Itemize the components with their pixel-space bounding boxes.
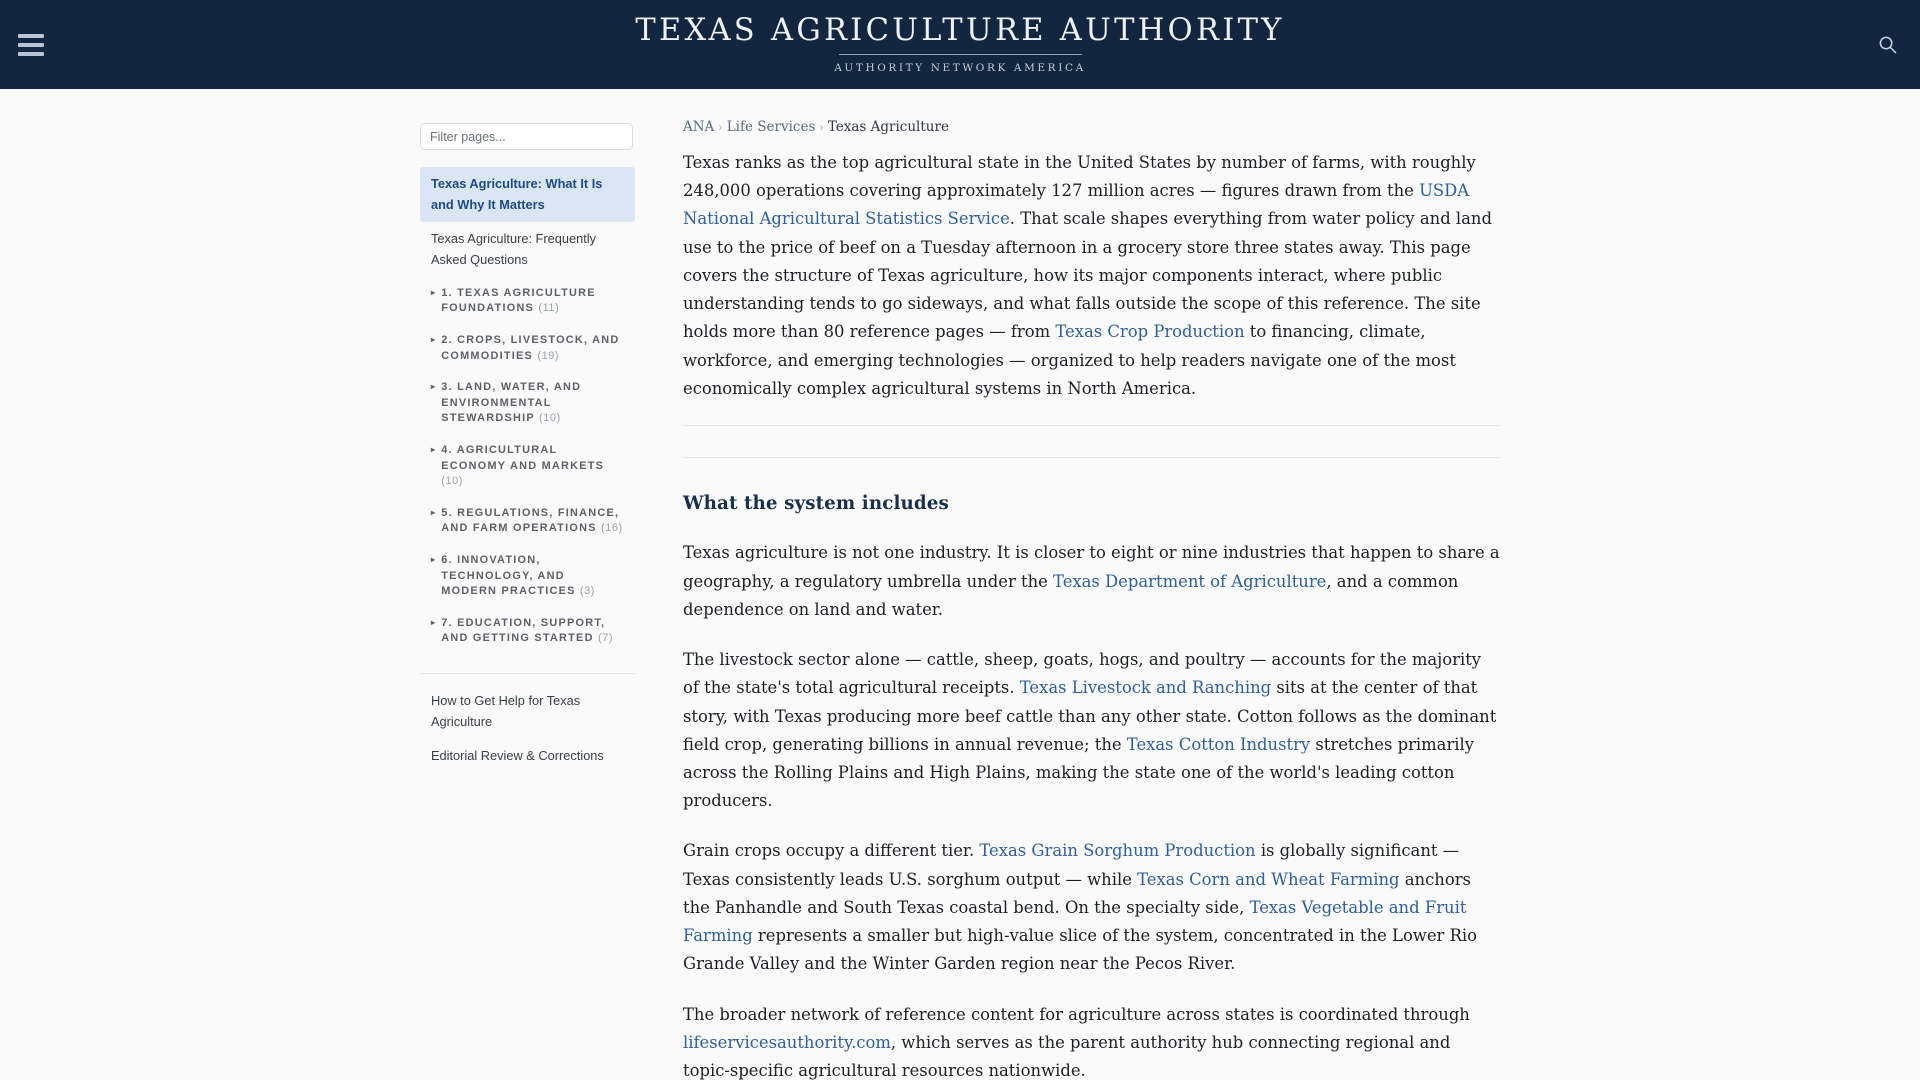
p3-text-b: is globally significant — Texas consistently leads U.S. sorghum output — while: [683, 841, 1460, 889]
section-rule-bottom: [683, 457, 1500, 458]
link-usda-nass[interactable]: USDA National Agricultural Statistics Service: [683, 181, 1470, 229]
site-header: [0, 0, 1920, 89]
p1-text-b: , and a common dependence on land and water.: [683, 571, 1459, 619]
section-heading-what-the-system-includes: What the system includes: [683, 492, 949, 514]
link-texas-crop-production[interactable]: Texas Crop Production: [1055, 322, 1245, 342]
link-texas-cotton-industry[interactable]: Texas Cotton Industry: [1126, 734, 1311, 754]
sidebar-page-texas-agriculture-overview[interactable]: Texas Agriculture: What It Is and Why It Matters: [420, 167, 635, 222]
sidebar-section-innovation-technology[interactable]: [420, 545, 635, 608]
page-body: [0, 89, 1920, 1080]
sidebar-section-count: (10): [441, 475, 464, 488]
paragraph-network-hub: [683, 1001, 1500, 1080]
p4-text-b: , which serves as the parent authority hub connecting regional and topic-specific agricultural resources nationwide.: [683, 1032, 1451, 1080]
breadcrumb: [683, 119, 1500, 135]
hamburger-menu-icon[interactable]: [14, 31, 48, 59]
sidebar-section-education-support[interactable]: [420, 608, 635, 655]
intro-text-a: Texas ranks as the top agricultural state in the United States by number of farms, with roughly 248,000 operations covering approximately 127 million acres — figures drawn from the: [683, 153, 1476, 201]
link-lifeservicesauthority[interactable]: lifeservicesauthority.com: [683, 1032, 891, 1052]
search-icon[interactable]: [1872, 30, 1902, 60]
sidebar-section-crops-livestock[interactable]: [420, 325, 635, 372]
breadcrumb-item-life-services[interactable]: Life Services: [726, 119, 816, 135]
breadcrumb-separator: ›: [718, 121, 723, 134]
sidebar-section-regulations-finance[interactable]: [420, 498, 635, 545]
sidebar: [420, 114, 635, 1080]
paragraph-grain-specialty: [683, 837, 1500, 978]
p3-text-c: anchors the Panhandle and South Texas coastal bend. On the specialty side,: [683, 869, 1471, 917]
p2-text-b: sits at the center of that story, with Texas producing more beef cattle than any other state. Cotton follows as the dominant field crop, generating billions in annual revenue; the: [683, 678, 1497, 754]
brand-divider: [839, 54, 1082, 55]
link-texas-livestock-and-ranching[interactable]: Texas Livestock and Ranching: [1019, 678, 1272, 698]
p2-text-a: The livestock sector alone — cattle, sheep, goats, hogs, and poultry — accounts for the majority of the state's total agricultural receipts.: [683, 650, 1482, 698]
link-texas-corn-and-wheat-farming[interactable]: Texas Corn and Wheat Farming: [1137, 869, 1400, 889]
intro-paragraph: [683, 149, 1500, 403]
link-texas-department-of-agriculture[interactable]: Texas Department of Agriculture: [1053, 571, 1327, 591]
p1-text-a: Texas agriculture is not one industry. It is closer to eight or nine industries that happen to share a geography, a regulatory umbrella under the: [683, 543, 1500, 591]
site-title: TEXAS AGRICULTURE AUTHORITY: [635, 13, 1285, 48]
hamburger-bar: [18, 52, 44, 56]
sidebar-section-label: 3. LAND, WATER, AND ENVIRONMENTAL STEWARDSHIP (10): [441, 381, 582, 425]
chevron-right-icon: ▸: [431, 445, 437, 455]
sidebar-section-label: 7. EDUCATION, SUPPORT, AND GETTING STARTED (7): [441, 616, 614, 645]
sidebar-link-editorial-review[interactable]: Editorial Review & Corrections: [431, 748, 604, 764]
chevron-right-icon: ▸: [431, 382, 437, 392]
link-texas-grain-sorghum-production[interactable]: Texas Grain Sorghum Production: [979, 841, 1256, 861]
filter-pages-input[interactable]: [420, 123, 633, 150]
breadcrumb-separator: ›: [819, 121, 824, 134]
sidebar-section-label: 2. CROPS, LIVESTOCK, AND COMMODITIES (19): [441, 334, 620, 362]
sidebar-divider: [420, 673, 635, 674]
sidebar-section-label: 1. TEXAS AGRICULTURE FOUNDATIONS (11): [441, 286, 596, 315]
paragraph-system-industries: [683, 539, 1500, 624]
hamburger-bar: [18, 34, 44, 38]
p3-text-d: represents a smaller but high-value slice of the system, concentrated in the Lower Rio Grande Valley and the Winter Garden region near the Pecos River.: [683, 926, 1478, 974]
breadcrumb-item-ana[interactable]: ANA: [683, 119, 715, 135]
sidebar-link-get-help[interactable]: How to Get Help for Texas Agriculture: [431, 692, 581, 729]
p4-text-a: The broader network of reference content for agriculture across states is coordinated through: [683, 1004, 1470, 1024]
article-body: [683, 149, 1500, 1080]
sidebar-section-label: 6. INNOVATION, TECHNOLOGY, AND MODERN PRACTICES (3): [441, 554, 596, 598]
content-layout: [420, 114, 1500, 1080]
link-texas-vegetable-and-fruit-farming[interactable]: Texas Vegetable and Fruit Farming: [683, 897, 1467, 946]
chevron-right-icon: ▸: [431, 617, 437, 627]
sidebar-section-count: (11): [538, 302, 560, 315]
sidebar-nav: [420, 167, 635, 774]
chevron-right-icon: ▸: [431, 555, 437, 564]
sidebar-section-foundations[interactable]: [420, 278, 635, 325]
intro-text-b: . That scale shapes everything from water policy and land use to the price of beef on a Tuesday afternoon in a grocery store three states away. This page covers the structure of Texas agriculture, how its major components interact, where public understanding tends to go sideways, and what falls outside the scope of this reference. The site holds more than 80 reference pages — from: [683, 209, 1492, 342]
sidebar-section-count: (10): [538, 412, 561, 425]
paragraph-livestock-cotton: [683, 646, 1500, 815]
sidebar-section-land-water[interactable]: [420, 372, 635, 435]
intro-text-c: to financing, climate, workforce, and emerging technologies — organized to help readers navigate one of the most economically complex agricultural systems in North America.: [683, 322, 1456, 398]
sidebar-section-label: 4. AGRICULTURAL ECONOMY AND MARKETS (10): [441, 444, 605, 488]
chevron-right-icon: ▸: [431, 335, 437, 345]
rule-spacer: [683, 426, 1500, 457]
hamburger-bar: [18, 43, 44, 47]
p3-text-a: Grain crops occupy a different tier.: [683, 841, 980, 861]
sidebar-section-economy-markets[interactable]: [420, 435, 635, 498]
p2-text-c: stretches primarily across the Rolling Plains and High Plains, making the state one of the world's leading cotton producers.: [683, 734, 1475, 811]
sidebar-section-count: (16): [601, 522, 623, 535]
main-content: [683, 114, 1500, 1080]
sidebar-section-count: (3): [579, 585, 596, 598]
chevron-right-icon: ▸: [431, 507, 437, 517]
chevron-right-icon: ▸: [431, 287, 437, 297]
breadcrumb-item-current: Texas Agriculture: [827, 119, 949, 135]
sidebar-section-count: (7): [597, 632, 614, 645]
site-brand[interactable]: [635, 13, 1285, 74]
sidebar-page-texas-agriculture-faq[interactable]: Texas Agriculture: Frequently Asked Questions: [431, 231, 597, 268]
sidebar-section-label: 5. REGULATIONS, FINANCE, AND FARM OPERATIONS (16): [441, 506, 623, 535]
sidebar-section-count: (19): [537, 349, 560, 362]
site-subtitle: AUTHORITY NETWORK AMERICA: [834, 61, 1086, 74]
